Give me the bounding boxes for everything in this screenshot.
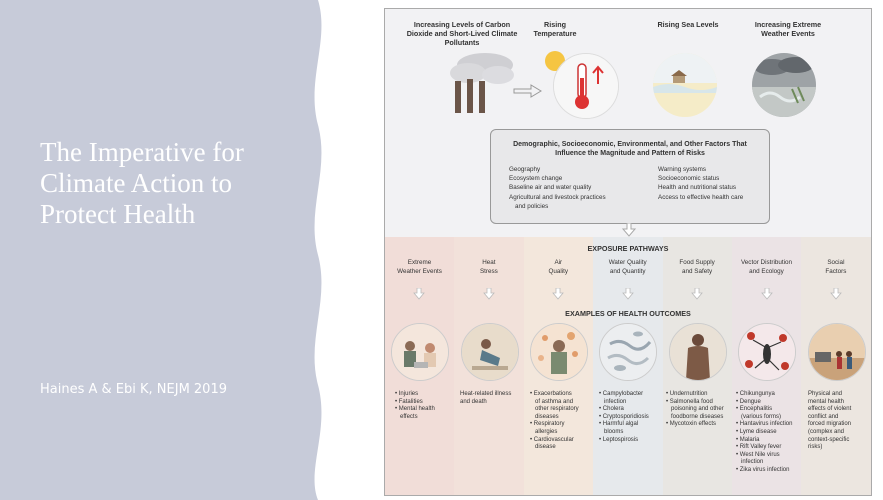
- sea-level-icon: [653, 53, 717, 117]
- pathway-line: Weather Events: [397, 267, 442, 275]
- pathway-water: [593, 259, 662, 276]
- outcome-line: foodborne diseases: [671, 413, 724, 420]
- outcome-line: • Cholera: [599, 406, 624, 413]
- arrow-down-icon: [622, 223, 636, 237]
- pathway-line: and Quantity: [609, 267, 646, 275]
- outcome-line: context-specific: [808, 436, 850, 443]
- title-panel: [0, 0, 350, 500]
- factor-item: Access to effective health care: [658, 193, 744, 201]
- outcome-line: forced migration: [808, 421, 852, 428]
- outcome-line: • Harmful algal: [599, 421, 639, 428]
- outcome-line: • Leptospirosis: [599, 436, 639, 443]
- outcome-line: blooms: [604, 428, 624, 435]
- waterborne-pathogen-illustration-icon: [599, 323, 657, 381]
- outcome-line: allergies: [535, 428, 558, 435]
- pathway-line: and Safety: [682, 267, 713, 275]
- outcome-line: mental health: [808, 398, 845, 405]
- outcome-line: • Chikungunya: [736, 391, 775, 397]
- outcome-line: • Respiratory: [530, 421, 565, 428]
- outcome-line: • Zika virus infection: [736, 466, 790, 473]
- outcome-line: infection: [604, 398, 627, 405]
- outcome-line: of asthma and: [535, 398, 574, 405]
- smokestacks-icon: [440, 51, 520, 115]
- thermometer-icon: [553, 53, 619, 119]
- pathway-social: [801, 259, 870, 276]
- undernutrition-illustration-icon: [669, 323, 727, 381]
- factor-item: Socioeconomic status: [658, 175, 720, 183]
- pathway-food: [663, 259, 732, 276]
- outcome-line: infection: [741, 459, 764, 466]
- pathway-vector: [732, 259, 801, 276]
- outcome-line: • Cardiovascular: [530, 436, 574, 443]
- outcome-line: Physical and: [808, 391, 843, 397]
- outcome-line: • West Nile virus: [736, 451, 780, 458]
- forced-migration-illustration-icon: [808, 323, 866, 381]
- pathway-line: and Ecology: [749, 267, 784, 275]
- outcome-line: diseases: [535, 413, 559, 420]
- outcome-list-vector: [736, 391, 792, 475]
- outcome-line: • Lyme disease: [736, 428, 777, 435]
- outcome-line: • Encephalitis: [736, 406, 773, 413]
- outcome-list-extreme-weather: [395, 391, 435, 421]
- arrow-down-icon: [483, 288, 495, 300]
- pathway-line: Social: [827, 259, 845, 266]
- factor-item: Health and nutritional status: [658, 184, 737, 192]
- outcome-line: effects: [400, 413, 418, 420]
- outcome-line: • Exacerbations: [530, 391, 572, 397]
- driver-label-temperature: Rising Temperature: [533, 20, 577, 38]
- outcome-line: (various forms): [741, 413, 782, 420]
- arrow-down-icon: [413, 288, 425, 300]
- outcome-line: (complex and: [808, 428, 845, 435]
- pathway-line: Factors: [825, 267, 847, 275]
- driver-label-extreme-weather: Increasing Extreme Weather Events: [754, 20, 822, 38]
- mosquito-vector-illustration-icon: [738, 323, 796, 381]
- outcome-line: and death: [460, 398, 487, 405]
- outcome-line: • Injuries: [395, 391, 419, 397]
- factor-item: Warning systems: [658, 166, 707, 173]
- outcome-line: • Malaria: [736, 436, 760, 443]
- factor-item: Agricultural and livestock practices: [509, 193, 606, 201]
- factor-item: Ecosystem change: [509, 175, 563, 183]
- outcome-line: • Hantavirus infection: [736, 421, 793, 428]
- outcome-line: risks): [808, 444, 823, 451]
- outcome-line: • Undernutrition: [666, 391, 708, 397]
- arrow-down-icon: [622, 288, 634, 300]
- pathway-line: Extreme: [407, 259, 432, 266]
- pathway-line: Air: [554, 259, 563, 266]
- outcome-line: conflict and: [808, 413, 839, 420]
- arrow-right-icon: [513, 84, 543, 98]
- pathway-line: Stress: [479, 267, 498, 275]
- outcome-line: • Cryptosporidiosis: [599, 413, 649, 420]
- pathway-extreme-weather: [385, 259, 454, 276]
- outcome-line: effects of violent: [808, 406, 852, 413]
- outcome-line: • Mental health: [395, 406, 435, 413]
- air-quality-illustration-icon: [530, 323, 588, 381]
- storm-icon: [752, 53, 816, 117]
- pathway-line: Food Supply: [679, 259, 715, 266]
- outcome-line: Heat-related illness: [460, 391, 512, 397]
- risk-factors-title: Demographic, Socioeconomic, Environmental, and Other Factors That Influence the Magnitude and Pattern of Risks: [513, 141, 747, 157]
- injury-illustration-icon: [391, 323, 449, 381]
- outcome-line: other respiratory: [535, 406, 579, 413]
- exposure-pathways-title: EXPOSURE PATHWAYS: [587, 244, 669, 253]
- wavy-panel-background: [0, 0, 350, 500]
- factor-item: and policies: [515, 202, 549, 210]
- outcome-line: • Dengue: [736, 398, 761, 405]
- arrow-down-icon: [691, 288, 703, 300]
- factor-item: Baseline air and water quality: [509, 184, 592, 192]
- pathway-line: Water Quality: [608, 259, 647, 266]
- risk-factors-box: [490, 129, 770, 224]
- outcome-list-water: [599, 391, 649, 444]
- outcome-line: • Campylobacter: [599, 391, 644, 397]
- outcome-line: • Mycotoxin effects: [666, 421, 717, 428]
- outcome-line: • Salmonella food: [666, 398, 713, 405]
- climate-health-figure: [384, 8, 872, 496]
- arrow-down-icon: [761, 288, 773, 300]
- arrow-down-icon: [830, 288, 842, 300]
- heat-illness-illustration-icon: [461, 323, 519, 381]
- outcome-list-social: [808, 391, 851, 452]
- driver-label-sea-levels: Rising Sea Levels: [657, 20, 719, 29]
- outcome-line: • Rift Valley fever: [736, 444, 782, 451]
- pathway-heat-stress: [454, 259, 523, 276]
- outcome-list-heat-stress: [460, 391, 511, 406]
- driver-label-co2: Increasing Levels of Carbon Dioxide and Short-Lived Climate Pollutants: [406, 20, 518, 47]
- outcome-list-air-quality: [530, 391, 579, 452]
- arrow-down-icon: [552, 288, 564, 300]
- outcome-line: • Fatalities: [395, 398, 423, 405]
- factor-item: Geography: [509, 166, 541, 173]
- pathway-line: Heat: [482, 259, 496, 266]
- pathway-line: Vector Distribution: [740, 259, 793, 266]
- outcome-line: disease: [535, 444, 556, 451]
- citation: Haines A & Ebi K, NEJM 2019: [40, 382, 227, 397]
- outcome-line: poisoning and other: [671, 406, 724, 413]
- outcome-list-food: [666, 391, 724, 429]
- health-outcomes-title: EXAMPLES OF HEALTH OUTCOMES: [565, 309, 691, 318]
- slide-title: The Imperative for Climate Action to Protect Health: [40, 137, 244, 229]
- pathway-air-quality: [524, 259, 593, 276]
- risk-factors-right-list: [658, 165, 743, 202]
- pathway-line: Quality: [548, 267, 569, 275]
- risk-factors-left-list: [509, 165, 606, 211]
